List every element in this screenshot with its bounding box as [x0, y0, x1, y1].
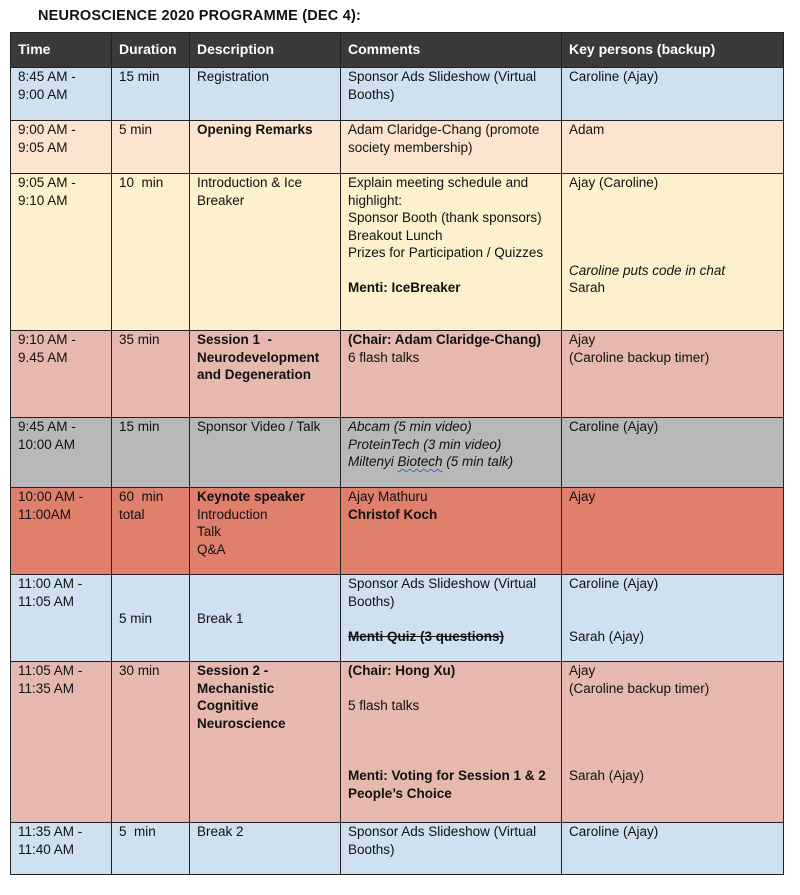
cell-duration	[112, 823, 190, 875]
duration-line: 30 min	[119, 663, 160, 678]
comments-text: Breakout Lunch	[348, 227, 443, 243]
time-line: 10:00 AM -	[18, 489, 84, 504]
time-line: 11:05 AM	[18, 593, 75, 609]
description-line	[197, 680, 333, 698]
key-persons-line	[569, 488, 776, 506]
cell-comments	[341, 331, 562, 418]
comments-line	[348, 121, 554, 139]
cell-key-persons	[562, 575, 784, 662]
description-line	[197, 575, 333, 593]
cell-duration	[112, 331, 190, 418]
comments-line	[348, 823, 554, 841]
description-line	[197, 121, 333, 139]
cell-comments	[341, 121, 562, 174]
duration-line: 10 min	[119, 175, 164, 190]
description-text: Introduction & Ice	[197, 175, 303, 190]
comments-line	[348, 767, 554, 785]
cell-comments	[341, 488, 562, 575]
cell-time	[11, 68, 112, 121]
description-text: Q&A	[197, 541, 226, 557]
key-persons-text: Caroline (Ajay)	[569, 824, 659, 839]
description-text: Break 1	[197, 611, 244, 626]
duration-line: 60 min	[119, 489, 164, 504]
comments-line	[348, 418, 554, 436]
cell-time	[11, 662, 112, 823]
key-persons-line	[569, 262, 776, 280]
key-persons-text: (Caroline backup timer)	[569, 349, 710, 365]
comments-line	[348, 436, 554, 454]
duration-line	[119, 575, 182, 593]
description-line	[197, 192, 333, 210]
key-persons-line	[569, 732, 776, 750]
description-line	[197, 697, 333, 715]
time-line: 10:00 AM	[18, 436, 76, 452]
comments-line	[348, 488, 554, 506]
comments-text: society membership)	[348, 139, 473, 155]
key-persons-line	[569, 680, 776, 698]
header-key-persons: Key persons (backup)	[562, 33, 784, 68]
key-persons-line	[569, 68, 776, 86]
key-persons-text: Caroline (Ajay)	[569, 576, 659, 591]
key-persons-text: Sarah	[569, 280, 606, 295]
comments-line	[348, 244, 554, 262]
comments-line	[348, 349, 554, 367]
duration-line: 5 min	[119, 611, 153, 626]
comments-text: highlight:	[348, 192, 403, 208]
comments-line	[348, 209, 554, 227]
comments-text: Menti: IceBreaker	[348, 280, 461, 295]
key-persons-line	[569, 331, 776, 349]
duration-line: 15 min	[119, 69, 160, 84]
description-line	[197, 366, 333, 384]
description-text: Cognitive	[197, 698, 259, 713]
comments-text: Sponsor Booth (thank sponsors)	[348, 210, 542, 225]
cell-description	[190, 662, 341, 823]
description-text: Session 1 -	[197, 332, 273, 347]
time-line: 9:45 AM -	[18, 419, 76, 434]
time-line: 9:00 AM	[18, 86, 68, 102]
table-row	[11, 331, 784, 418]
comments-text: Ajay Mathuru	[348, 489, 428, 504]
description-text: and Degeneration	[197, 367, 312, 382]
comments-line	[348, 453, 554, 471]
table-body	[11, 68, 784, 875]
description-line	[197, 506, 333, 524]
comments-text: Explain meeting schedule and	[348, 175, 529, 190]
time-line: 9:05 AM -	[18, 175, 76, 190]
key-persons-line	[569, 575, 776, 593]
duration-line: 5 min	[119, 122, 153, 137]
time-line: 9:10 AM	[18, 192, 68, 208]
cell-description	[190, 575, 341, 662]
key-persons-line	[569, 715, 776, 733]
table-row	[11, 418, 784, 488]
description-line	[197, 418, 333, 436]
key-persons-text: Caroline (Ajay)	[569, 419, 659, 434]
cell-key-persons	[562, 68, 784, 121]
description-line	[197, 68, 333, 86]
key-persons-text: Sarah (Ajay)	[569, 768, 645, 783]
key-persons-text: Adam	[569, 122, 605, 137]
comments-line	[348, 331, 554, 349]
comments-text: Booths)	[348, 841, 395, 857]
cell-key-persons	[562, 662, 784, 823]
comments-line	[348, 227, 554, 245]
comments-line	[348, 841, 554, 859]
description-line	[197, 331, 333, 349]
cell-key-persons	[562, 418, 784, 488]
description-text: Registration	[197, 69, 270, 84]
comments-line	[348, 732, 554, 750]
document-title: NEUROSCIENCE 2020 PROGRAMME (DEC 4):	[38, 8, 362, 24]
description-text: Breaker	[197, 192, 245, 208]
key-persons-text: Caroline (Ajay)	[569, 69, 659, 84]
description-line	[197, 593, 333, 611]
description-line	[197, 174, 333, 192]
comments-text: Booths)	[348, 593, 395, 609]
comments-text: Menti Quiz (3 questions)	[348, 628, 505, 644]
header-comments: Comments	[341, 33, 562, 68]
description-text: Session 2 -	[197, 663, 269, 678]
cell-key-persons	[562, 823, 784, 875]
cell-description	[190, 488, 341, 575]
cell-duration	[112, 575, 190, 662]
table-row	[11, 121, 784, 174]
comments-line	[348, 593, 554, 611]
key-persons-line	[569, 593, 776, 611]
comments-text: 6 flash talks	[348, 349, 420, 365]
key-persons-text: Ajay	[569, 663, 596, 678]
cell-duration	[112, 121, 190, 174]
cell-description	[190, 174, 341, 331]
description-text: Introduction	[197, 506, 268, 522]
header-duration: Duration	[112, 33, 190, 68]
key-persons-line	[569, 192, 776, 210]
cell-time	[11, 174, 112, 331]
comments-line	[348, 506, 554, 524]
table-row	[11, 662, 784, 823]
duration-line: 15 min	[119, 419, 160, 434]
cell-description	[190, 68, 341, 121]
cell-duration	[112, 174, 190, 331]
description-text: Mechanistic	[197, 680, 275, 696]
cell-description	[190, 121, 341, 174]
cell-key-persons	[562, 488, 784, 575]
time-line: 9:10 AM -	[18, 332, 76, 347]
description-text: Neuroscience	[197, 715, 286, 731]
cell-duration	[112, 418, 190, 488]
cell-key-persons	[562, 331, 784, 418]
table-row	[11, 68, 784, 121]
comments-text: Abcam (5 min video)	[348, 419, 472, 434]
time-line: 11:00AM	[18, 506, 72, 522]
cell-duration	[112, 488, 190, 575]
comments-line	[348, 575, 554, 593]
description-line	[197, 715, 333, 733]
duration-line: 5 min	[119, 824, 156, 839]
time-line: 11:35 AM -	[18, 824, 83, 839]
cell-comments	[341, 68, 562, 121]
key-persons-line	[569, 209, 776, 227]
description-line	[197, 488, 333, 506]
comments-line	[348, 139, 554, 157]
header-time: Time	[11, 33, 112, 68]
key-persons-text: Sarah (Ajay)	[569, 628, 645, 644]
key-persons-text: Ajay	[569, 489, 596, 504]
table-row	[11, 575, 784, 662]
cell-time	[11, 823, 112, 875]
header-description: Description	[190, 33, 341, 68]
comments-text: Prizes for Participation / Quizzes	[348, 245, 544, 260]
cell-duration	[112, 68, 190, 121]
comments-line	[348, 785, 554, 803]
time-line: 8:45 AM -	[18, 69, 76, 84]
comments-fragment: Biotech	[397, 454, 443, 469]
key-persons-text: Ajay	[569, 332, 596, 347]
description-line	[197, 349, 333, 367]
time-line: 11:00 AM -	[18, 576, 83, 591]
cell-duration	[112, 662, 190, 823]
description-line	[197, 610, 333, 628]
cell-description	[190, 331, 341, 418]
description-line	[197, 523, 333, 541]
description-line	[197, 662, 333, 680]
comments-text: Menti: Voting for Session 1 & 2	[348, 768, 546, 783]
time-line: 9:00 AM -	[18, 122, 76, 137]
key-persons-line	[569, 227, 776, 245]
comments-text: 5 flash talks	[348, 698, 420, 713]
header-row	[11, 33, 784, 68]
key-persons-line	[569, 628, 776, 646]
comments-line	[348, 610, 554, 628]
description-text: Opening Remarks	[197, 122, 313, 137]
comments-text: (Chair: Hong Xu)	[348, 663, 456, 678]
cell-key-persons	[562, 174, 784, 331]
key-persons-line	[569, 121, 776, 139]
time-line: 11:35 AM	[18, 680, 75, 696]
description-text: Neurodevelopment	[197, 349, 320, 365]
description-text: Keynote speaker	[197, 489, 306, 504]
comments-fragment: Miltenyi	[348, 454, 398, 469]
cell-key-persons	[562, 121, 784, 174]
comments-text: Christof Koch	[348, 506, 438, 522]
key-persons-line	[569, 174, 776, 192]
cell-comments	[341, 174, 562, 331]
key-persons-line	[569, 418, 776, 436]
description-line	[197, 541, 333, 559]
comments-line	[348, 750, 554, 768]
comments-line	[348, 279, 554, 297]
description-text: Sponsor Video / Talk	[197, 419, 321, 434]
cell-comments	[341, 575, 562, 662]
time-line: 11:05 AM -	[18, 663, 83, 678]
comments-line	[348, 68, 554, 86]
comments-text: Booths)	[348, 86, 395, 102]
comments-text: People’s Choice	[348, 785, 452, 801]
cell-time	[11, 331, 112, 418]
comments-line	[348, 86, 554, 104]
cell-comments	[341, 662, 562, 823]
time-line: 9.45 AM	[18, 349, 68, 365]
key-persons-line	[569, 823, 776, 841]
cell-description	[190, 823, 341, 875]
cell-time	[11, 418, 112, 488]
comments-line	[348, 262, 554, 280]
comments-line	[348, 715, 554, 733]
key-persons-line	[569, 349, 776, 367]
key-persons-line	[569, 610, 776, 628]
duration-line: 35 min	[119, 332, 160, 347]
comments-line	[348, 662, 554, 680]
comments-text: ProteinTech (3 min video)	[348, 436, 502, 452]
cell-time	[11, 575, 112, 662]
description-text: Talk	[197, 524, 222, 539]
duration-line	[119, 593, 182, 611]
time-line: 9:05 AM	[18, 139, 68, 155]
key-persons-line	[569, 697, 776, 715]
description-text: Break 2	[197, 824, 244, 839]
comments-text: Adam Claridge-Chang (promote	[348, 122, 540, 137]
comments-fragment: (5 min talk)	[442, 454, 514, 469]
comments-line	[348, 697, 554, 715]
comments-line	[348, 192, 554, 210]
comments-line	[348, 680, 554, 698]
programme-table	[10, 32, 784, 875]
key-persons-text: Ajay (Caroline)	[569, 175, 659, 190]
comments-text: Sponsor Ads Slideshow (Virtual	[348, 576, 537, 591]
comments-text: Sponsor Ads Slideshow (Virtual	[348, 69, 537, 84]
cell-time	[11, 488, 112, 575]
duration-line: total	[119, 506, 145, 522]
table-row	[11, 488, 784, 575]
time-line: 11:40 AM	[18, 841, 75, 857]
comments-line	[348, 628, 554, 646]
key-persons-line	[569, 750, 776, 768]
cell-comments	[341, 823, 562, 875]
key-persons-text: (Caroline backup timer)	[569, 680, 710, 696]
key-persons-line	[569, 244, 776, 262]
cell-description	[190, 418, 341, 488]
table-row	[11, 823, 784, 875]
key-persons-line	[569, 662, 776, 680]
comments-text: Sponsor Ads Slideshow (Virtual	[348, 824, 537, 839]
table-row	[11, 174, 784, 331]
key-persons-text: Caroline puts code in chat	[569, 262, 726, 278]
comments-text: (Chair: Adam Claridge-Chang)	[348, 332, 542, 347]
comments-line	[348, 174, 554, 192]
description-line	[197, 823, 333, 841]
cell-time	[11, 121, 112, 174]
key-persons-line	[569, 279, 776, 297]
key-persons-line	[569, 767, 776, 785]
cell-comments	[341, 418, 562, 488]
